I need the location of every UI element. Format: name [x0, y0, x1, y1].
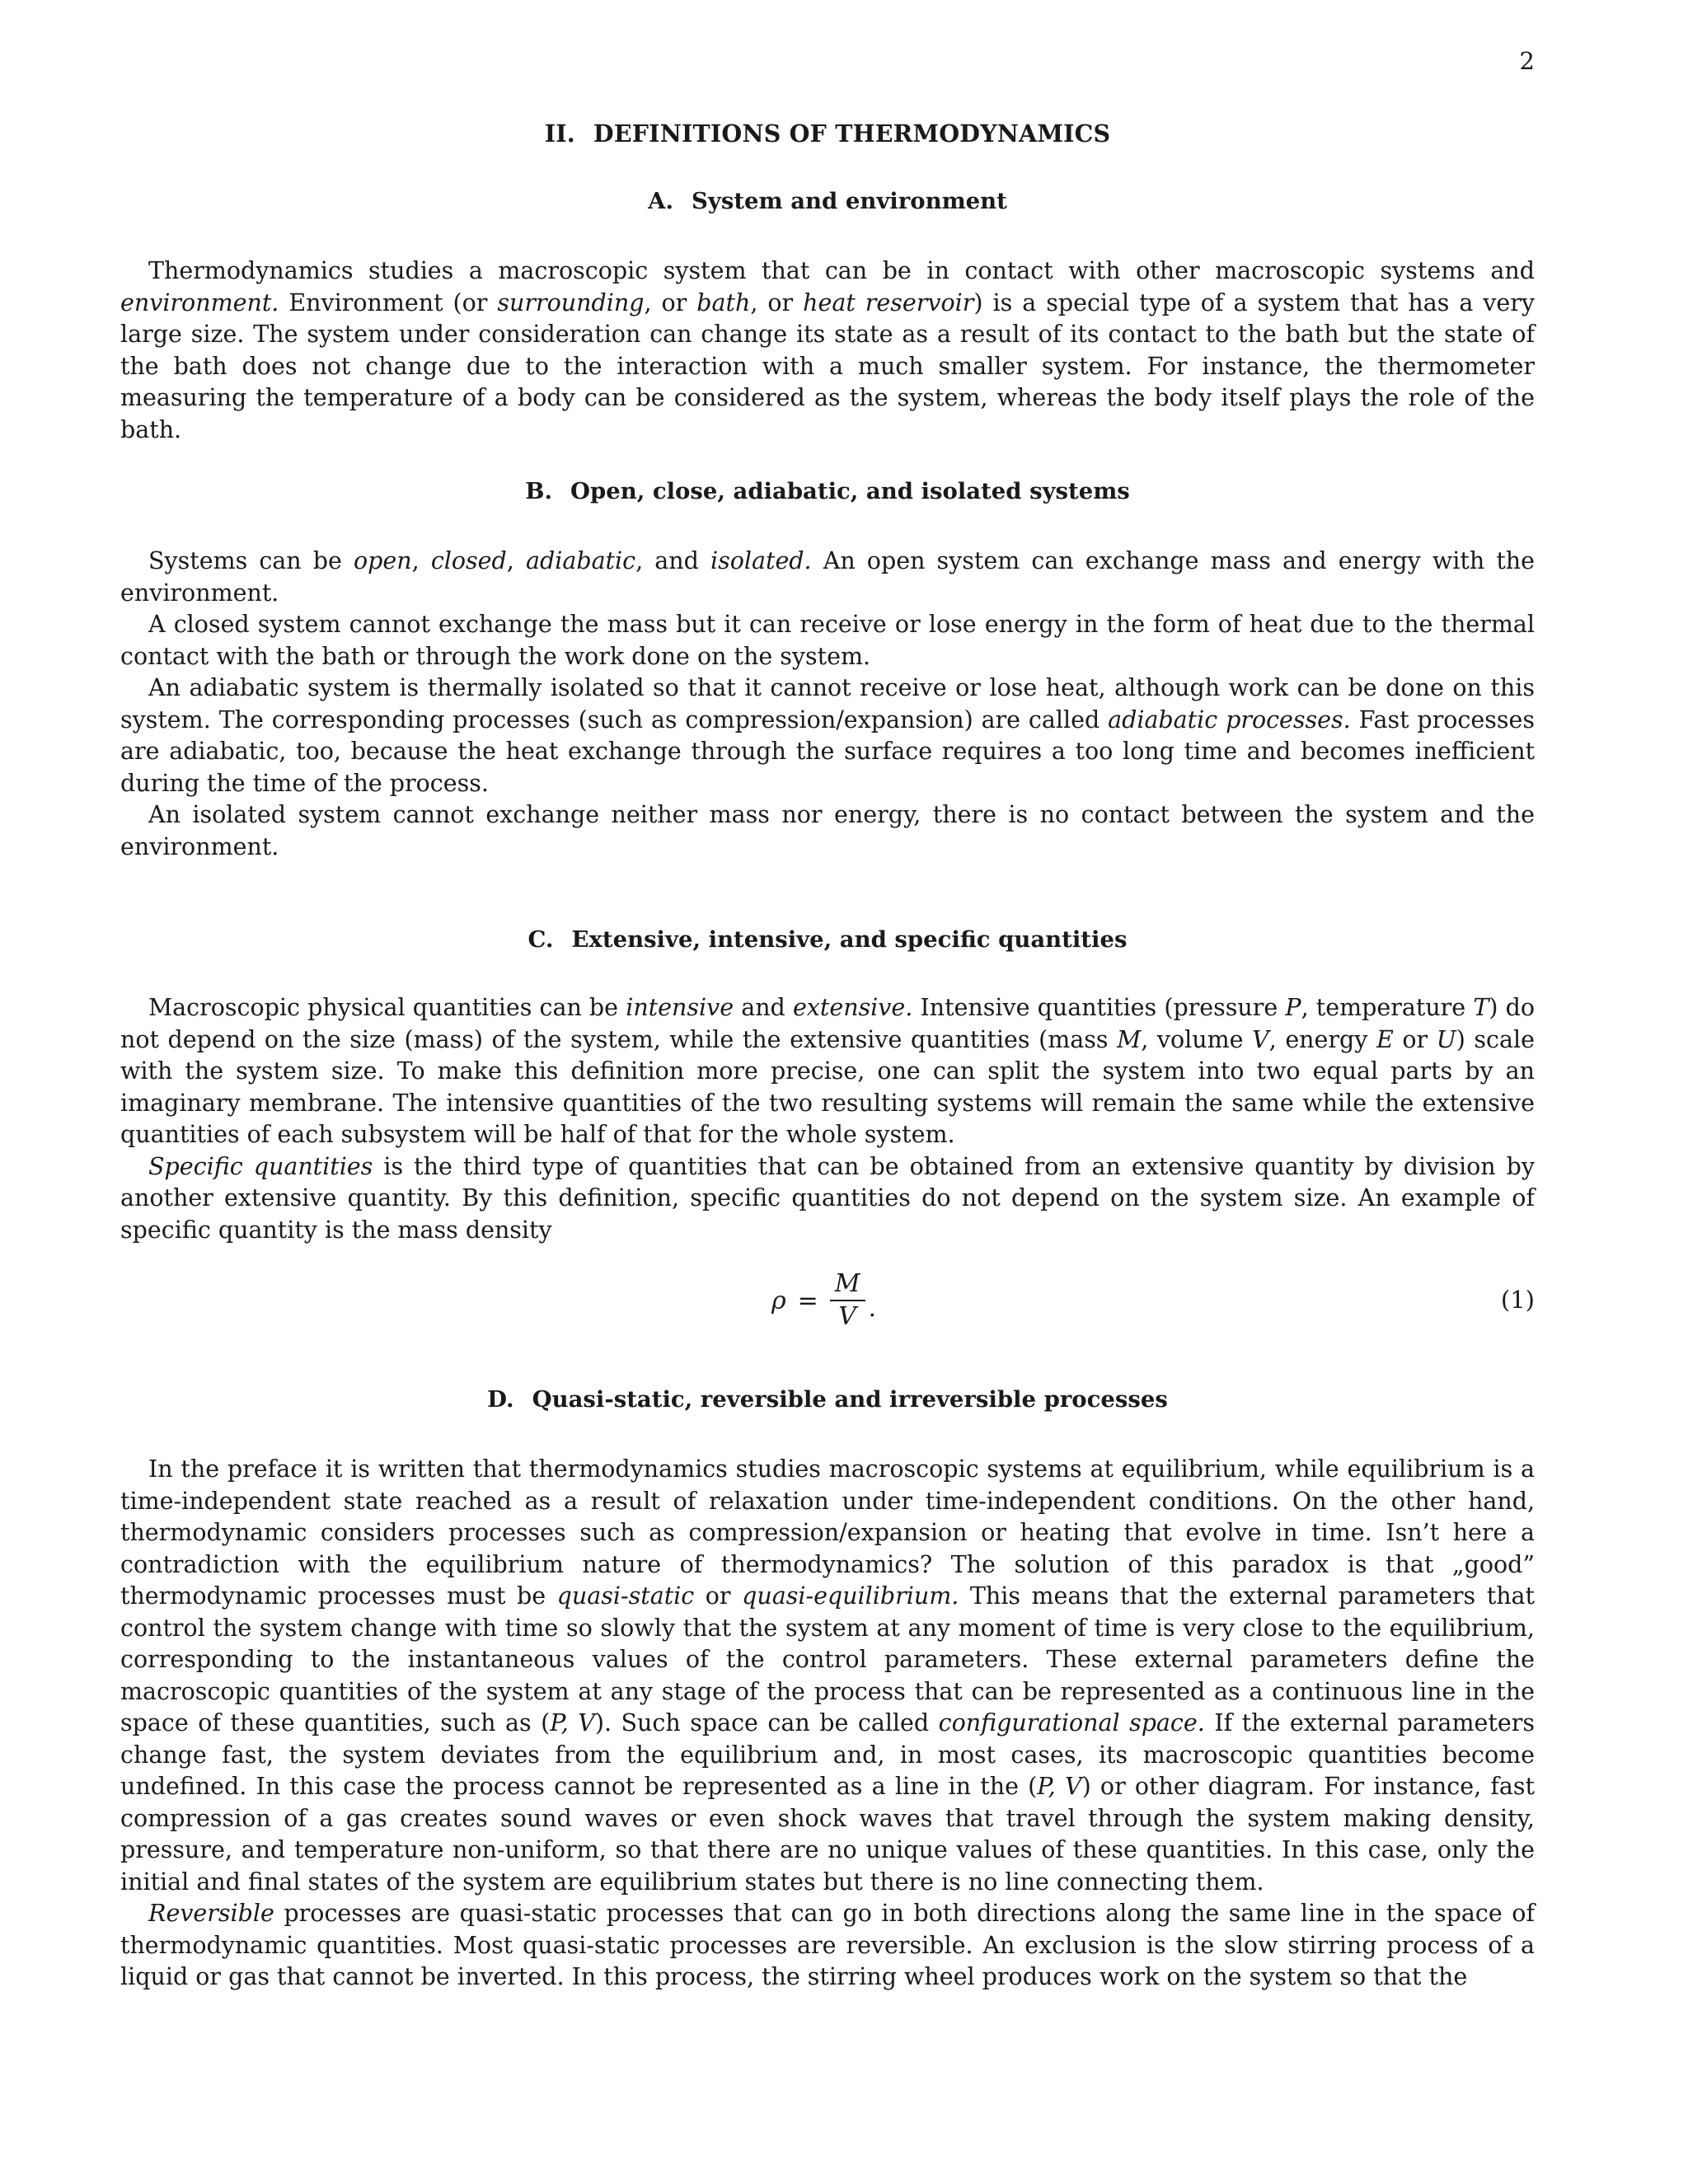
subsection-b-body — [120, 546, 1535, 863]
subsection-a-title: System and environment — [692, 188, 1007, 214]
subsection-d-title: Quasi-static, reversible and irreversible processes — [532, 1386, 1168, 1413]
fraction-denominator: V — [838, 1302, 856, 1331]
paragraph-b4: An isolated system cannot exchange neither mass nor energy, there is no contact between the system and the environment. — [120, 801, 1535, 860]
fraction-numerator: M — [834, 1269, 860, 1298]
paragraph-b3: An adiabatic system is thermally isolated so that it cannot receive or lose heat, although work can be done on this system. The corresponding processes (such as compression/expansion) are called adiabatic processes. Fast processes are adiabatic, too, because the heat exchange through the surface requires a too long time and becomes inefficient during the time of the process. — [120, 674, 1535, 797]
paragraph-d1: In the preface it is written that thermodynamics studies macroscopic systems at equilibrium, while equilibrium is a time-independent state reached as a result of relaxation under time-independent conditions. On the other hand, thermodynamic considers processes such as compression/expansion or heating that evolve in time. Isn’t here a contradiction with the equilibrium nature of thermodynamics? The solution of this paradox is that „good” thermodynamic processes must be quasi-static or quasi-equilibrium. This means that the external parameters that control the system change with time so slowly that the system at any moment of time is very close to the equilibrium, corresponding to the instantaneous values of the control parameters. These external parameters define the macroscopic quantities of the system at any stage of the process that can be represented as a continuous line in the space of these quantities, such as (P, V). Such space can be called configurational space. If the external parameters change fast, the system deviates from the equilibrium and, in most cases, its macroscopic quantities become undefined. In this case the process cannot be represented as a line in the (P, V) or other diagram. For instance, fast compression of a gas creates sound waves or even shock waves that travel through the system making density, pressure, and temperature non-uniform, so that there are no unique values of these quantities. In this case, only the initial and final states of the system are equilibrium states but there is no line connecting them. — [120, 1455, 1535, 1896]
document-page — [120, 0, 1535, 2184]
paragraph-b2: A closed system cannot exchange the mass but it can receive or lose energy in the form of heat due to the thermal contact with the bath or through the work done on the system. — [120, 611, 1535, 670]
section-number: II. — [544, 120, 575, 148]
equation-lhs: ρ — [771, 1286, 786, 1315]
subsection-d-heading — [120, 1385, 1535, 1414]
subsection-c-title: Extensive, intensive, and specific quantities — [571, 926, 1128, 953]
subsection-a-number: A. — [648, 188, 674, 214]
section-heading — [120, 119, 1535, 148]
equation-body — [771, 1259, 876, 1342]
subsection-c-heading — [120, 925, 1535, 954]
subsection-d-body — [120, 1454, 1535, 1994]
paragraph-b1: Systems can be open, closed, adiabatic, and isolated. An open system can exchange mass and energy with the environment. — [120, 547, 1535, 607]
paragraph-a1: Thermodynamics studies a macroscopic system that can be in contact with other macroscopic systems and environment. Environment (or surrounding, or bath, or heat reservoir) is a special type of a system that has a very large size. The system under consideration can change its state as a result of its contact to the bath but the state of the bath does not change due to the interaction with a much smaller system. For instance, the thermometer measuring the temperature of a body can be considered as the system, whereas the body itself plays the role of the bath. — [120, 257, 1535, 443]
subsection-b-number: B. — [525, 478, 553, 504]
subsection-a-heading — [120, 186, 1535, 216]
subsection-b-heading — [120, 476, 1535, 506]
subsection-d-number: D. — [487, 1386, 514, 1413]
subsection-c-body — [120, 992, 1535, 1246]
paragraph-c1: Macroscopic physical quantities can be intensive and extensive. Intensive quantities (pressure P, temperature T) do not depend on the size (mass) of the system, while the extensive quantities (mass M, volume V, energy E or U) scale with the system size. To make this definition more precise, one can split the system into two equal parts by an imaginary membrane. The intensive quantities of the two resulting systems will remain the same while the extensive quantities of each subsystem will be half of that for the whole system. — [120, 994, 1536, 1148]
paragraph-d2: Reversible processes are quasi-static processes that can go in both directions along the same line in the space of thermodynamic quantities. Most quasi-static processes are reversible. An exclusion is the slow stirring process of a liquid or gas that cannot be inverted. In this process, the stirring wheel produces work on the system so that the — [120, 1900, 1535, 1990]
equation-equals: = — [797, 1286, 818, 1315]
subsection-a-body — [120, 255, 1535, 446]
section-title: DEFINITIONS OF THERMODYNAMICS — [593, 120, 1111, 148]
equation-number: (1) — [1500, 1286, 1535, 1314]
equation-1 — [120, 1259, 1535, 1342]
subsection-b-title: Open, close, adiabatic, and isolated systems — [570, 478, 1130, 504]
equation-fraction — [830, 1268, 865, 1333]
paragraph-c2: Specific quantities is the third type of quantities that can be obtained from an extensive quantity by division by another extensive quantity. By this definition, specific quantities do not depend on the system size. An example of specific quantity is the mass density — [120, 1152, 1535, 1244]
equation-period: . — [868, 1293, 877, 1323]
page-number: 2 — [1519, 47, 1535, 75]
subsection-c-number: C. — [528, 926, 554, 953]
